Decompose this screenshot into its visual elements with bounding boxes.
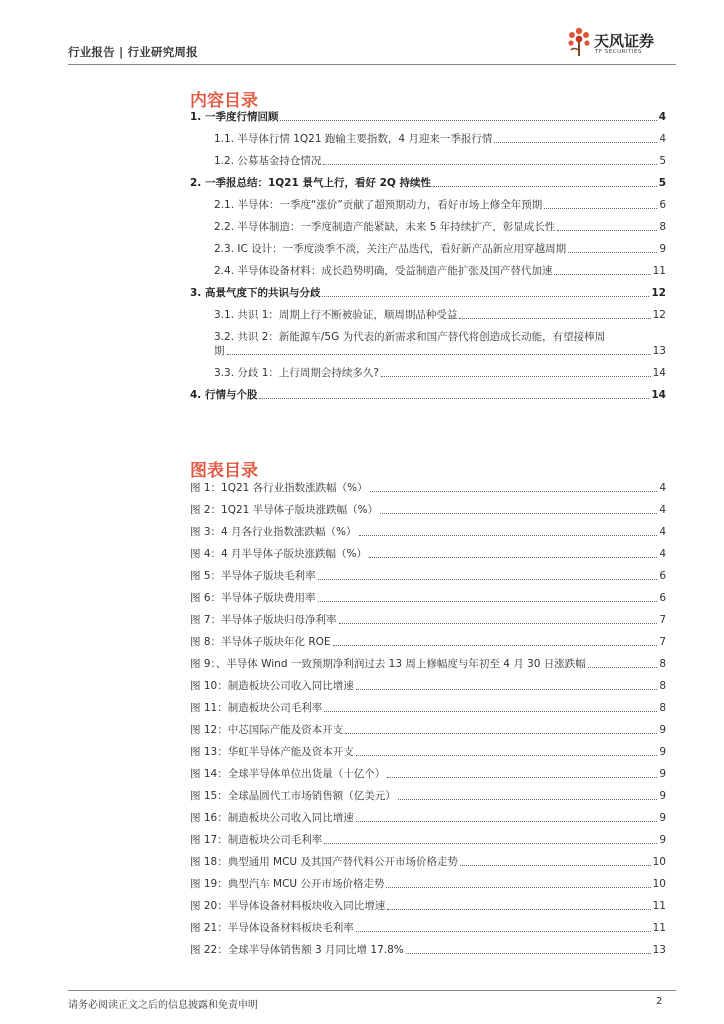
dot-leader xyxy=(370,491,658,492)
chart-entry[interactable] xyxy=(190,481,666,495)
charts-heading: 图表目录 xyxy=(190,461,258,481)
chart-entry-label: 图 9：、半导体 Wind 一致预期净利润过去 13 周上修幅度与年初至 4 月 30 日涨跌幅 xyxy=(190,658,586,670)
toc-entry-page: 4 xyxy=(659,133,666,145)
chart-entry-page: 10 xyxy=(652,856,666,868)
toc-entry-page: 14 xyxy=(652,367,666,379)
dot-leader xyxy=(380,513,657,514)
toc-entry-label: 2.3. IC 设计：一季度淡季不淡，关注产品迭代，看好新产品新应用穿越周期 xyxy=(214,243,567,255)
dot-leader xyxy=(333,645,658,646)
toc-entry-page: 12 xyxy=(652,309,666,321)
chart-entry-label: 图 22：全球半导体销售额 3 月同比增 17.8% xyxy=(190,944,404,956)
contents-heading: 内容目录 xyxy=(190,91,258,111)
chart-entry-page: 9 xyxy=(659,790,666,802)
dot-leader xyxy=(386,887,650,888)
chart-entry[interactable] xyxy=(190,569,666,583)
chart-entry-page: 8 xyxy=(659,702,666,714)
chart-entry-label: 图 14：全球半导体单位出货量（十亿个） xyxy=(190,768,386,780)
toc-entry-page: 6 xyxy=(659,199,666,211)
chart-entry-page: 8 xyxy=(659,658,666,670)
dot-leader xyxy=(324,843,657,844)
toc-entry-page: 4 xyxy=(658,111,666,123)
dot-leader xyxy=(460,865,651,866)
toc-entry[interactable] xyxy=(190,176,666,190)
chart-entry-page: 9 xyxy=(659,768,666,780)
chart-entry[interactable] xyxy=(190,635,666,649)
toc-entry-label: 1.2. 公募基金持仓情况 xyxy=(214,155,322,167)
chart-entry-label: 图 7：半导体子版块归母净利率 xyxy=(190,614,337,626)
chart-entry-label: 图 17：制造板块公司毛利率 xyxy=(190,834,323,846)
toc-entry-label: 3.1. 共识 1：周期上行不断被验证，顺周期品种受益 xyxy=(214,309,458,321)
dot-leader xyxy=(356,689,658,690)
toc-entry[interactable] xyxy=(190,308,666,322)
chart-entry-label: 图 10：制造板块公司收入同比增速 xyxy=(190,680,354,692)
page-number: 2 xyxy=(656,996,663,1007)
chart-entry-page: 7 xyxy=(659,614,666,626)
chart-entry[interactable] xyxy=(190,833,666,847)
toc-entry-label: 1.1. 半导体行情 1Q21 跑输主要指数，4 月迎来一季报行情 xyxy=(214,133,493,145)
dot-leader xyxy=(459,318,650,319)
dot-leader xyxy=(398,799,658,800)
dot-leader xyxy=(568,252,657,253)
toc-entry-label: 1. 一季度行情回顾 xyxy=(190,111,279,123)
dot-leader xyxy=(359,535,658,536)
chart-entry[interactable] xyxy=(190,877,666,891)
dot-leader xyxy=(227,354,651,355)
dot-leader xyxy=(318,601,658,602)
toc-entry-label: 2.2. 半导体制造：一季度制造产能紧缺，未来 5 年持续扩产，彰显成长性 xyxy=(214,221,556,233)
chart-entry[interactable] xyxy=(190,679,666,693)
chart-entry-label: 图 6：半导体子版块费用率 xyxy=(190,592,316,604)
chart-entry-page: 6 xyxy=(659,570,666,582)
toc-entry-label: 2.4. 半导体设备材料：成长趋势明确，受益制造产能扩张及国产替代加速 xyxy=(214,265,553,277)
dot-leader xyxy=(318,579,658,580)
chart-entry-page: 11 xyxy=(652,922,666,934)
chart-entry-page: 4 xyxy=(659,482,666,494)
chart-entry-label: 图 16：制造板块公司收入同比增速 xyxy=(190,812,354,824)
toc-entry[interactable] xyxy=(190,264,666,278)
toc-entry[interactable] xyxy=(190,220,666,234)
chart-entry-page: 11 xyxy=(652,900,666,912)
chart-entry-label: 图 2：1Q21 半导体子版块涨跌幅（%） xyxy=(190,504,379,516)
chart-entry-page: 13 xyxy=(652,944,666,956)
dot-leader xyxy=(554,274,650,275)
toc-entry-page: 11 xyxy=(652,265,666,277)
charts-list xyxy=(190,481,666,957)
dot-leader xyxy=(345,733,657,734)
chart-entry-label: 图 21：半导体设备材料板块毛利率 xyxy=(190,922,354,934)
chart-entry-label: 图 12：中芯国际产能及资本开支 xyxy=(190,724,344,736)
chart-entry-label: 图 15：全球晶圆代工市场销售额（亿美元） xyxy=(190,790,396,802)
contents-list xyxy=(190,110,666,402)
dot-leader xyxy=(387,777,657,778)
dot-leader xyxy=(588,667,658,668)
toc-entry-label-continued: 期 xyxy=(214,345,225,357)
chart-entry-page: 6 xyxy=(659,592,666,604)
chart-entry[interactable] xyxy=(190,921,666,935)
disclaimer-notice: 请务必阅读正文之后的信息披露和免责申明 xyxy=(68,1000,258,1011)
dot-leader xyxy=(406,953,651,954)
toc-entry[interactable] xyxy=(190,242,666,256)
chart-entry-page: 9 xyxy=(659,724,666,736)
toc-entry-label: 3.3. 分歧 1：上行周期会持续多久? xyxy=(214,367,379,379)
chart-entry[interactable] xyxy=(190,811,666,825)
chart-entry[interactable] xyxy=(190,723,666,737)
toc-entry[interactable] xyxy=(190,330,666,358)
dot-leader xyxy=(356,821,658,822)
dot-leader xyxy=(259,398,649,399)
chart-entry-page: 4 xyxy=(659,526,666,538)
toc-entry-label: 4. 行情与个股 xyxy=(190,389,258,401)
chart-entry-page: 9 xyxy=(659,746,666,758)
chart-entry[interactable] xyxy=(190,767,666,781)
chart-entry-label: 图 11：制造板块公司毛利率 xyxy=(190,702,323,714)
dot-leader xyxy=(280,120,656,121)
dot-leader xyxy=(381,376,651,377)
chart-entry[interactable] xyxy=(190,943,666,957)
chart-entry-page: 4 xyxy=(659,504,666,516)
dot-leader xyxy=(369,557,657,558)
toc-entry-page: 13 xyxy=(652,345,666,357)
chart-entry-label: 图 13：华虹半导体产能及资本开支 xyxy=(190,746,354,758)
chart-entry[interactable] xyxy=(190,701,666,715)
chart-entry-label: 图 4：4 月半导体子版块涨跌幅（%） xyxy=(190,548,368,560)
toc-entry-label: 3. 高景气度下的共识与分歧 xyxy=(190,287,321,299)
chart-entry-page: 9 xyxy=(659,834,666,846)
chart-entry-label: 图 8：半导体子版块年化 ROE xyxy=(190,636,331,648)
chart-entry[interactable] xyxy=(190,745,666,759)
toc-entry[interactable] xyxy=(190,110,666,124)
toc-entry[interactable] xyxy=(190,388,666,402)
toc-entry[interactable] xyxy=(190,198,666,212)
logo-name: 天风证券 xyxy=(594,32,655,50)
dot-leader xyxy=(324,711,657,712)
toc-entry-page: 5 xyxy=(658,177,666,189)
chart-entry-page: 10 xyxy=(652,878,666,890)
header-divider xyxy=(68,64,676,65)
chart-entry-page: 7 xyxy=(659,636,666,648)
toc-entry[interactable] xyxy=(190,366,666,380)
chart-entry-label: 图 18：典型通用 MCU 及其国产替代料公开市场价格走势 xyxy=(190,856,458,868)
chart-entry-label: 图 3：4 月各行业指数涨跌幅（%） xyxy=(190,526,357,538)
chart-entry[interactable] xyxy=(190,899,666,913)
toc-entry[interactable] xyxy=(190,154,666,168)
chart-entry-label: 图 5：半导体子版块毛利率 xyxy=(190,570,316,582)
dot-leader xyxy=(356,755,658,756)
chart-entry[interactable] xyxy=(190,789,666,803)
logo-subtitle: TF SECURITIES xyxy=(595,49,642,55)
toc-entry-label: 2.1. 半导体：一季度“涨价”贡献了超预期动力，看好市场上修全年预期 xyxy=(214,199,543,211)
chart-entry[interactable] xyxy=(190,613,666,627)
toc-entry-label: 2. 一季报总结：1Q21 景气上行，看好 2Q 持续性 xyxy=(190,177,431,189)
chart-entry-page: 8 xyxy=(659,680,666,692)
company-logo xyxy=(566,26,676,60)
toc-entry[interactable] xyxy=(190,286,666,300)
dot-leader xyxy=(387,909,650,910)
dot-leader xyxy=(339,623,658,624)
dot-leader xyxy=(557,230,657,231)
toc-entry-label: 3.2. 共识 2：新能源车/5G 为代表的新需求和国产替代将创造成长动能，有望接棒周 xyxy=(214,331,606,343)
report-category: 行业报告 | 行业研究周报 xyxy=(68,45,198,59)
dot-leader xyxy=(323,164,657,165)
footer-divider xyxy=(68,990,676,991)
chart-entry[interactable] xyxy=(190,657,666,671)
dot-leader xyxy=(433,186,657,187)
dot-leader xyxy=(494,142,657,143)
flower-logo-icon xyxy=(566,26,592,58)
chart-entry[interactable] xyxy=(190,855,666,869)
chart-entry[interactable] xyxy=(190,591,666,605)
toc-entry-page: 8 xyxy=(659,221,666,233)
chart-entry-label: 图 1：1Q21 各行业指数涨跌幅（%） xyxy=(190,482,368,494)
toc-entry-page: 14 xyxy=(651,389,666,401)
toc-entry-page: 12 xyxy=(651,287,666,299)
chart-entry[interactable] xyxy=(190,503,666,517)
dot-leader xyxy=(356,931,651,932)
chart-entry-label: 图 19：典型汽车 MCU 公开市场价格走势 xyxy=(190,878,385,890)
chart-entry-page: 9 xyxy=(659,812,666,824)
toc-entry[interactable] xyxy=(190,132,666,146)
chart-entry-label: 图 20：半导体设备材料板块收入同比增速 xyxy=(190,900,386,912)
toc-entry-page: 9 xyxy=(659,243,666,255)
toc-entry-page: 5 xyxy=(659,155,666,167)
dot-leader xyxy=(322,296,649,297)
chart-entry[interactable] xyxy=(190,525,666,539)
chart-entry-page: 4 xyxy=(659,548,666,560)
chart-entry[interactable] xyxy=(190,547,666,561)
dot-leader xyxy=(544,208,657,209)
